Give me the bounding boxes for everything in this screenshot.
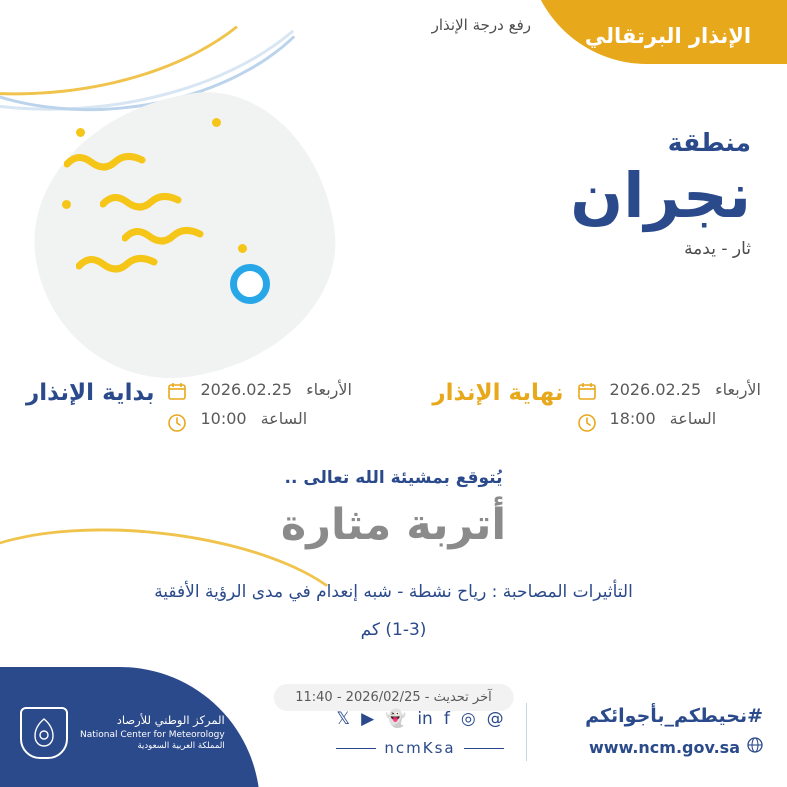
social-icons bbox=[300, 709, 540, 729]
facebook-icon[interactable]: f bbox=[443, 709, 450, 729]
website-row[interactable] bbox=[585, 737, 763, 757]
last-update-badge: آخر تحديث - 2026/02/25 - 11:40 bbox=[273, 684, 514, 711]
alert-end-values bbox=[610, 378, 761, 428]
ncm-emblem-icon bbox=[20, 707, 68, 759]
decorative-arc-yellow bbox=[0, 0, 297, 108]
campaign-hashtag: #نحيطكم_بأجوائكم bbox=[585, 705, 763, 727]
website-url[interactable]: www.ncm.gov.sa bbox=[589, 737, 740, 757]
dust-dot-icon bbox=[76, 128, 85, 137]
social-handle: ncmKsa bbox=[384, 739, 456, 757]
social-block bbox=[300, 709, 540, 757]
region-name: نجران bbox=[570, 159, 751, 232]
handle-divider-left bbox=[464, 748, 504, 749]
alert-start-icons bbox=[166, 378, 188, 434]
alert-end-day: الأربعاء bbox=[715, 380, 761, 399]
alert-end-block bbox=[432, 378, 761, 434]
effects-line-2: (1-3) كم bbox=[360, 620, 427, 641]
alert-level-badge bbox=[527, 0, 787, 64]
clock-icon bbox=[166, 412, 188, 434]
alert-start-title: بداية الإنذار bbox=[26, 380, 155, 406]
dust-dot-icon bbox=[212, 118, 221, 127]
alert-message bbox=[0, 468, 787, 647]
alert-start-values bbox=[200, 378, 351, 428]
escalation-note: رفع درجة الإنذار bbox=[431, 16, 531, 34]
region-block bbox=[331, 128, 751, 259]
ncm-logo bbox=[20, 707, 225, 759]
dust-dot-icon bbox=[238, 244, 247, 253]
footer-divider bbox=[526, 703, 527, 761]
alert-end-icons bbox=[576, 378, 598, 434]
alert-start-time: 10:00 bbox=[200, 409, 247, 428]
alert-start-date: 2026.02.25 bbox=[200, 380, 293, 399]
handle-divider-right bbox=[336, 748, 376, 749]
ncm-logo-text bbox=[80, 713, 225, 752]
ncm-name-en: National Center for Meteorology bbox=[80, 729, 225, 740]
region-subareas: ثار - يدمة bbox=[684, 239, 751, 260]
social-handle-row bbox=[300, 739, 540, 757]
calendar-icon bbox=[166, 380, 188, 402]
dust-wave-icon bbox=[64, 152, 150, 172]
location-ring-icon bbox=[230, 264, 270, 304]
effects-line-1: التأثيرات المصاحبة : رياح نشطة - شبه إنعدام في مدى الرؤية الأفقية bbox=[154, 582, 633, 602]
expectation-text: يُتوقع بمشيئة الله تعالى .. bbox=[284, 468, 503, 488]
phenomenon-headline: أتربة مثارة bbox=[280, 500, 507, 550]
alert-start-block bbox=[26, 378, 352, 434]
x-icon[interactable]: 𝕏 bbox=[336, 709, 351, 729]
alert-start-time-label: الساعة bbox=[260, 409, 308, 428]
alert-times bbox=[0, 378, 787, 434]
snapchat-icon[interactable]: 👻 bbox=[385, 709, 407, 729]
youtube-icon[interactable]: ▶ bbox=[361, 709, 375, 729]
alert-start-day: الأربعاء bbox=[306, 380, 352, 399]
threads-icon[interactable]: @ bbox=[486, 709, 504, 729]
dust-wave-icon bbox=[100, 192, 186, 212]
alert-end-time: 18:00 bbox=[609, 409, 656, 428]
ncm-name-ar: المركز الوطني للأرصاد bbox=[116, 713, 225, 728]
alert-level-label: الإنذار البرتقالي bbox=[584, 24, 752, 48]
calendar-icon bbox=[576, 380, 598, 402]
alert-end-date: 2026.02.25 bbox=[609, 380, 702, 399]
dust-wave-icon bbox=[76, 254, 162, 274]
dust-dot-icon bbox=[62, 200, 71, 209]
dust-wave-icon bbox=[122, 226, 208, 246]
weather-illustration bbox=[34, 96, 334, 376]
footer-right-block bbox=[585, 705, 763, 757]
linkedin-icon[interactable]: in bbox=[417, 709, 433, 729]
alert-end-title: نهاية الإنذار bbox=[432, 380, 564, 406]
ncm-country-ar: المملكة العربية السعودية bbox=[137, 741, 225, 752]
region-label: منطقة bbox=[667, 128, 751, 157]
instagram-icon[interactable]: ◎ bbox=[460, 709, 476, 729]
alert-end-time-label: الساعة bbox=[669, 409, 717, 428]
clock-icon bbox=[576, 412, 598, 434]
globe-icon bbox=[747, 737, 763, 757]
